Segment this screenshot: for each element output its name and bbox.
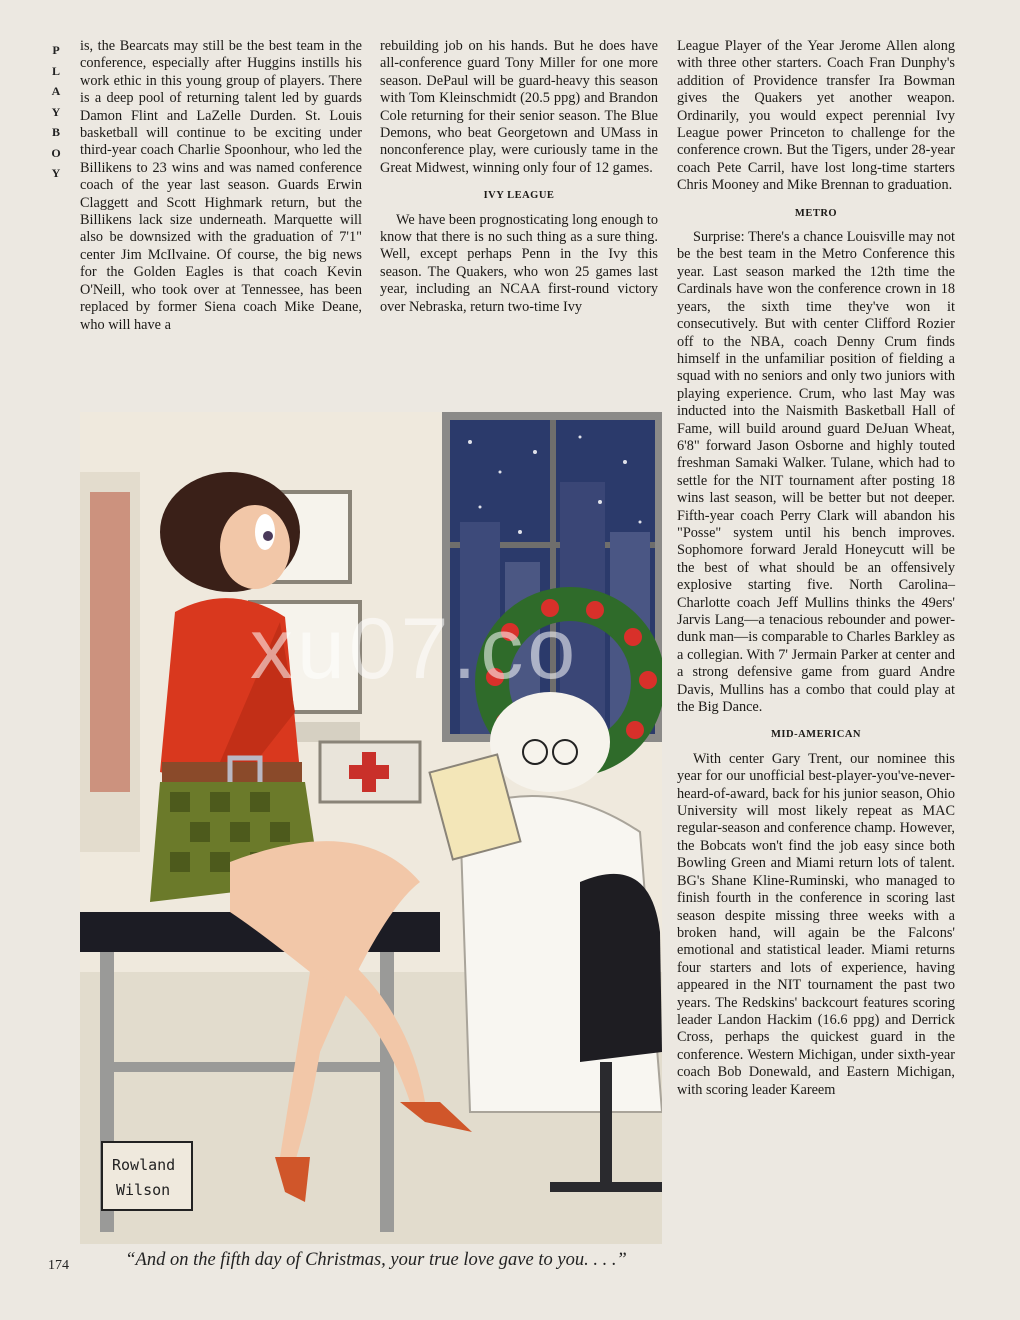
section-heading-mid-american: MID-AMERICAN (771, 729, 861, 741)
artist-signature-line2: Wilson (116, 1181, 171, 1199)
column2-paragraph-1: rebuilding job on his hands. But he does have all-conference guard Tony Miller for one more season. DePaul will be guard-heavy this season with Tom Kleinschmidt (20.5 ppg) and Brandon Cole returning for their senior season. The Blue Demons, who beat Georgetown and UMass in nonconference play, were curiously tame in the Great Midwest, winning only four of 12 games. (380, 38, 658, 176)
column3-paragraph-2: Surprise: There's a chance Louisville may not be the best team in the Metro Conference this year. Last season marked the 12th time the Cardinals have won the conference crown in 18 years, the sixth time they've won it consecutively. But with center Clifford Rozier off to the NBA, coach Denny Crum finds himself in the unfamiliar position of fielding a squad with no seniors and only two juniors with playing experience. Crum, who last May was inducted into the Naismith Basketball Hall of Fame, will build around guard DeJuan Wheat, 6'8" forward Jason Osborne and highly touted freshman Samaki Walker. Tulane, which had to settle for the NIT tournament after posting 18 wins last season, will be better but not deeper. Fifth-year coach Perry Clark will abandon his "Posse" system until his bench improves. Sophomore forward Jerald Honeycutt will be the best of what should be an offensively explosive starting five. North Carolina–Charlotte coach Jeff Mullins thinks the 49ers' Jarvis Lang—a tenacious rebounder and power-dunk man—is comparable to Charles Barkley as a collegian. With 7' Jermain Parker at center and a strong defensive game from guard Andre Davis, Mullins has a combo that could play at the Big Dance. (677, 229, 955, 716)
text-column-2 (380, 38, 658, 316)
column1-paragraph: is, the Bearcats may still be the best team in the conference, especially after Huggins instills his work ethic in this young group of players. There is a deep pool of returning talent led by guards Damon Flint and LaZelle Durden. St. Louis basketball will continue to be exciting under third-year coach Charlie Spoonhour, who led the Billikens to 23 wins and was named conference coach of the year last season. Guards Erwin Claggett and Scott Highmark return, but the Billikens lack size underneath. Marquette will also be downsized with the graduation of 7'1" center Jim McIlvaine. Of course, the big news for the Golden Eagles is that coach Kevin O'Neill, who took over at Tennessee, has been replaced by former Siena coach Mike Deane, who will have a (80, 38, 362, 333)
artist-signature-box (102, 1142, 192, 1210)
cartoon-caption: “And on the fifth day of Christmas, your true love gave to you. . . .” (125, 1250, 627, 1270)
cartoon-illustration (80, 412, 662, 1244)
running-head-letter: Y (51, 104, 61, 119)
section-heading-ivy-league: IVY LEAGUE (483, 190, 555, 202)
artist-signature-line1: Rowland (112, 1156, 176, 1174)
running-head-letter: Y (51, 166, 61, 180)
watermark-text: xu07.co (250, 601, 580, 697)
column2-paragraph-2: We have been prognosticating long enough to know that there is no such thing as a sure thing. Well, except perhaps Penn in the Ivy this season. The Quakers, who won 25 games last year, including an NCAA first-round victory over Nebraska, return two-time Ivy (380, 211, 658, 315)
running-head-letter: O (51, 145, 61, 160)
page-number: 174 (48, 1258, 69, 1273)
column3-paragraph-3: With center Gary Trent, our nominee this year for our unofficial best-player-you've-never-heard-of-award, back for his junior season, Ohio University will most likely repeat as MAC regular-season and conference champ. However, the Bobcats won't find the job easy since both Bowling Green and Miami return lots of talent. BG's Shane Kline-Ruminski, who managed to finish fourth in the conference in scoring last season despite missing three weeks with a broken hand, will again be the Falcons' emotional and statistical leader. Miami returns four starters and lots of experience, having appeared in the NIT tournament the past two years. The Redskins' backcourt features scoring leader Landon Hackim (16.6 ppg) and Derrick Cross, perhaps the quickest guard in the conference. Western Michigan, under sixth-year coach Bob Donewald, and Eastern Michigan, with scoring leader Kareem (677, 750, 955, 1098)
running-head-letter: B (51, 125, 60, 139)
running-head-letter: P (52, 43, 60, 57)
running-head (46, 40, 66, 184)
section-heading-metro: METRO (794, 207, 838, 219)
running-head-letter: A (51, 84, 61, 98)
text-column-3 (677, 38, 955, 1099)
office-chair (580, 874, 662, 1062)
cartoon-drawing (80, 412, 662, 1244)
column3-paragraph-1: League Player of the Year Jerome Allen along with three other starters. Coach Fran Dunphy's addition of Providence transfer Ira Bowman gives the Quakers yet another weapon. Ordinarily, you would expect perennial Ivy League power Princeton to challenge for the conference crown. But the Tigers, under 28-year coach Pete Carril, have lost long-time starters Chris Mooney and Mike Brennan to graduation. (677, 38, 955, 194)
running-head-letter: L (51, 63, 60, 78)
text-column-1 (80, 38, 362, 334)
doctor-head (490, 692, 610, 792)
